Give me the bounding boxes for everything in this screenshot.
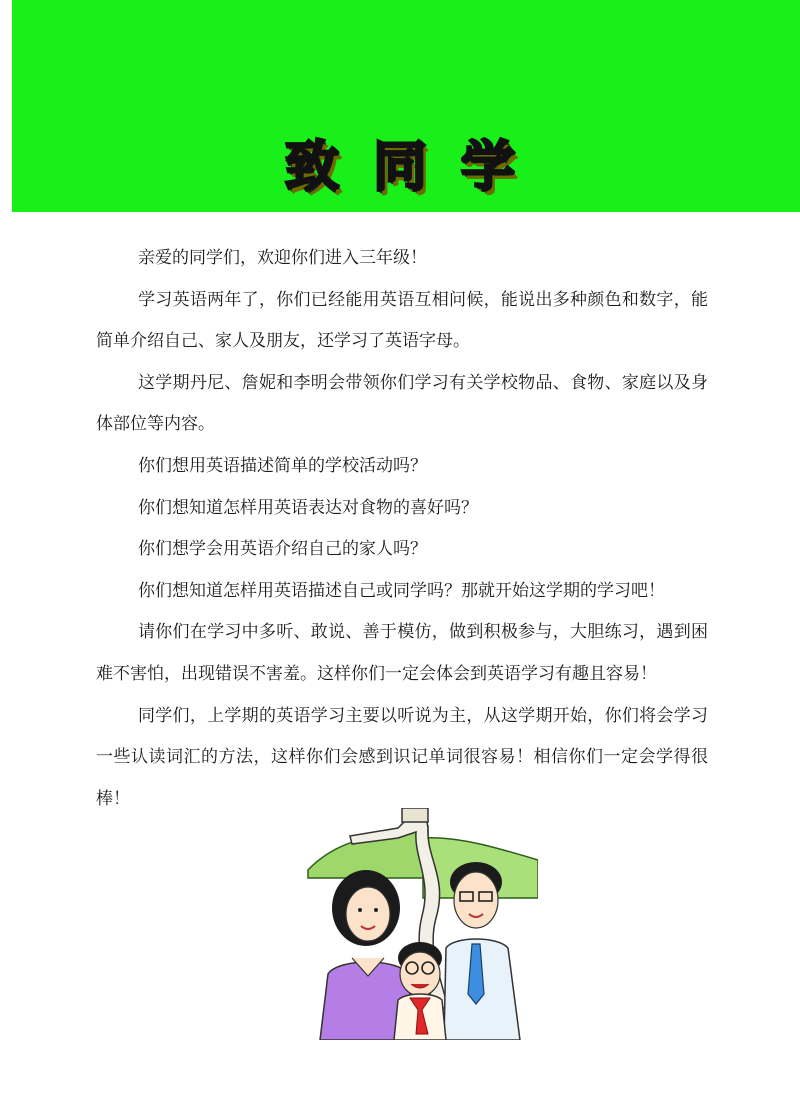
woman-face [346, 887, 390, 941]
letter-paragraph: 你们想知道怎样用英语表达对食物的喜好吗？ [138, 497, 478, 518]
letter-body [96, 238, 708, 820]
boy-face [400, 952, 440, 996]
letter-paragraph: 你们想知道怎样用英语描述自己或同学吗？那就开始这学期的学习吧！ [138, 580, 665, 601]
page-title: 致同学 [285, 135, 549, 198]
watchtower [402, 808, 428, 822]
letter-paragraph: 请你们在学习中多听、敢说、善于模仿，做到积极参与，大胆练习，遇到困难不害怕，出现错误不害羞。这样你们一定会体会到英语学习有趣且容易！ [96, 622, 708, 684]
letter-paragraph: 你们想学会用英语介绍自己的家人吗？ [138, 539, 427, 560]
letter-paragraph: 亲爱的同学们，欢迎你们进入三年级！ [138, 248, 427, 268]
family-at-great-wall-icon [298, 808, 538, 1040]
letter-paragraph: 学习英语两年了，你们已经能用英语互相问候，能说出多种颜色和数字，能简单介绍自己、家人及朋友，还学习了英语字母。 [96, 289, 708, 352]
letter-paragraph: 这学期丹尼、詹妮和李明会带领你们学习有关学校物品、食物、家庭以及身体部位等内容。 [96, 372, 708, 435]
letter-paragraph: 同学们，上学期的英语学习主要以听说为主，从这学期开始，你们将会学习一些认读词汇的方法，这样你们会感到识记单词很容易！相信你们一定会学得很棒！ [96, 705, 708, 809]
letter-paragraph: 你们想用英语描述简单的学校活动吗？ [138, 455, 427, 476]
